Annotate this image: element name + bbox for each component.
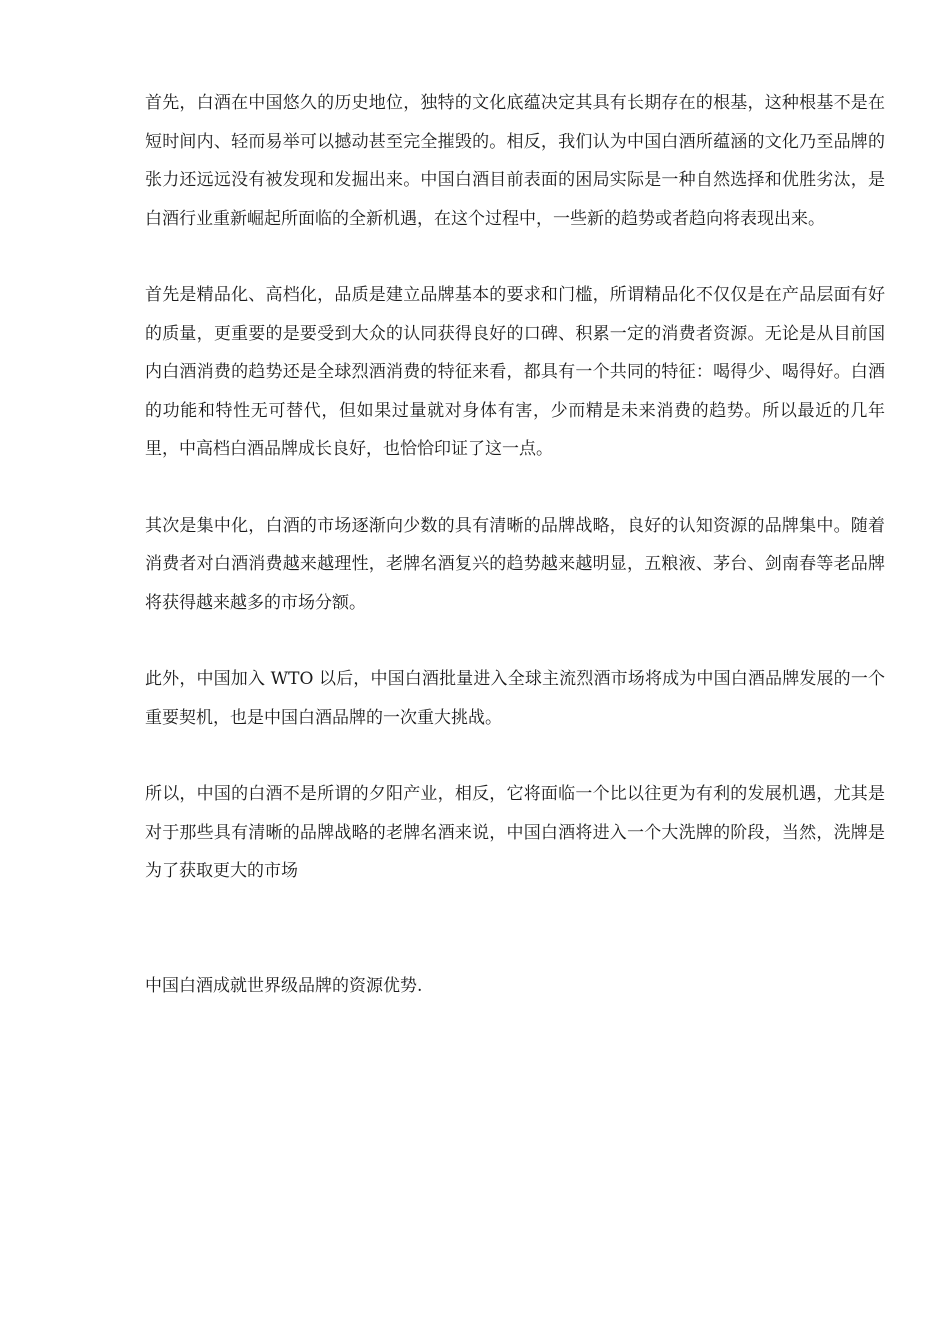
paragraph-5: 所以，中国的白酒不是所谓的夕阳产业，相反，它将面临一个比以往更为有利的发展机遇，尤其是对于那些具有清晰的品牌战略的老牌名酒来说，中国白酒将进入一个大洗牌的阶段，当然，洗牌是为了获取更大的市场 bbox=[145, 784, 885, 881]
paragraph-2: 首先是精品化、高档化，品质是建立品牌基本的要求和门槛，所谓精品化不仅仅是在产品层面有好的质量，更重要的是要受到大众的认同获得良好的口碑、积累一定的消费者资源。无论是从目前国内白酒消费的趋势还是全球烈酒消费的特征来看，都具有一个共同的特征：喝得少、喝得好。白酒的功能和特性无可替代，但如果过量就对身体有害，少而精是未来消费的趋势。所以最近的几年里，中高档白酒品牌成长良好，也恰恰印证了这一点。 bbox=[145, 285, 885, 459]
paragraph-3: 其次是集中化，白酒的市场逐渐向少数的具有清晰的品牌战略，良好的认知资源的品牌集中。随着消费者对白酒消费越来越理性，老牌名酒复兴的趋势越来越明显，五粮液、茅台、剑南春等老品牌将获得越来越多的市场分额。 bbox=[145, 515, 885, 613]
section-heading: 中国白酒成就世界级品牌的资源优势. bbox=[145, 975, 423, 996]
paragraph-1: 首先，白酒在中国悠久的历史地位，独特的文化底蕴决定其具有长期存在的根基，这种根基不是在短时间内、轻而易举可以撼动甚至完全摧毁的。相反，我们认为中国白酒所蕴涵的文化乃至品牌的张力还远远没有被发现和发掘出来。中国白酒目前表面的困局实际是一种自然选择和优胜劣汰，是白酒行业重新崛起所面临的全新机遇，在这个过程中，一些新的趋势或者趋向将表现出来。 bbox=[145, 93, 885, 229]
paragraph-4: 此外，中国加入 WTO 以后，中国白酒批量进入全球主流烈酒市场将成为中国白酒品牌发展的一个重要契机，也是中国白酒品牌的一次重大挑战。 bbox=[145, 669, 885, 728]
document-body bbox=[145, 84, 885, 1043]
